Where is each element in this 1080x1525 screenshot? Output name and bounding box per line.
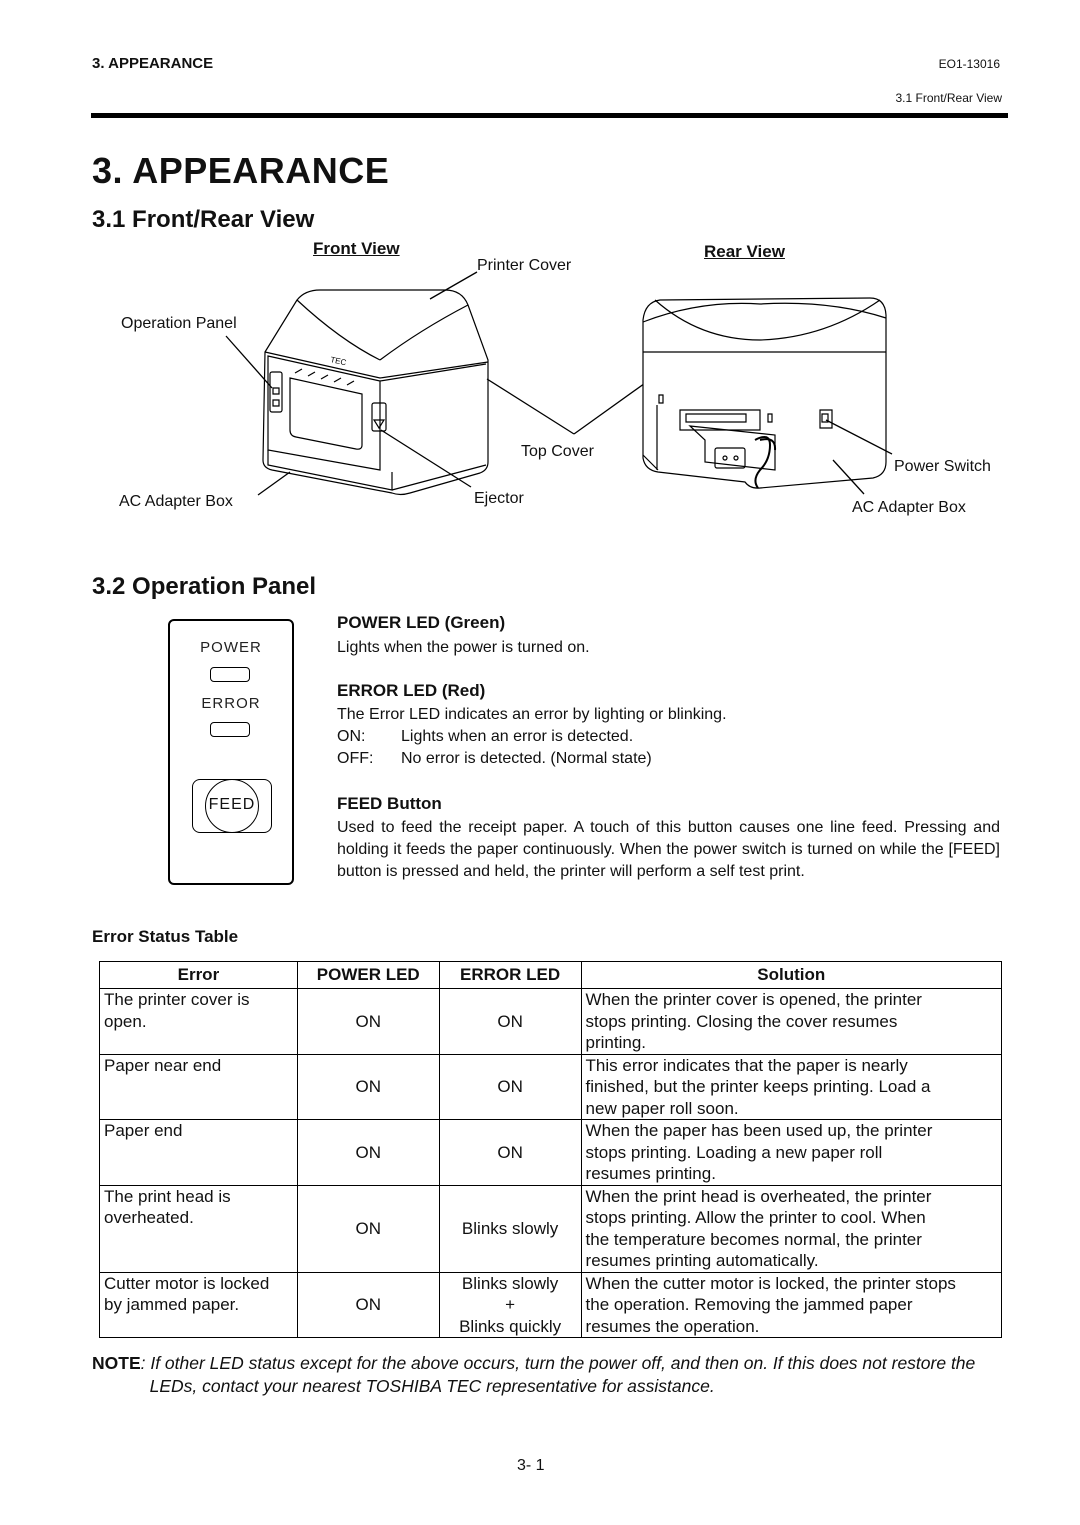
cell-solution-line: When the print head is overheated, the printer [585,1186,932,1206]
cell-error-led [439,1054,581,1120]
cell-solution-line: the temperature becomes normal, the printer [585,1229,922,1249]
cell-solution-line: This error indicates that the paper is nearly [585,1055,908,1075]
cell-error-led [439,1120,581,1186]
cell-solution-line: finished, but the printer keeps printing. Load a [585,1077,931,1096]
cell-solution-line: resumes printing. [585,1164,716,1183]
callout-operation-panel: Operation Panel [121,315,237,332]
cell-error-led-line: Blinks slowly [461,1218,559,1238]
running-header-subsection: 3.1 Front/Rear View [895,91,1002,105]
cell-error-led [439,1272,581,1338]
cell-solution [581,1054,1001,1120]
printer-front-view-illustration [0,0,1080,560]
cell-solution-line: When the paper has been used up, the printer [585,1121,933,1140]
cell-solution-line: stops printing. Loading a new paper roll [585,1142,883,1162]
cell-power-led [297,989,439,1055]
cell-error-line: The printer cover is [104,990,250,1009]
cell-power-led-line: ON [355,1011,381,1031]
power-led-text: Lights when the power is turned on. [337,639,590,656]
error-status-table [99,961,1002,1338]
cell-power-led [297,1185,439,1272]
front-view-label: Front View [313,239,400,258]
cell-power-led-line: ON [355,1218,381,1238]
cell-solution-line: new paper roll soon. [585,1098,739,1118]
column-header-solution: Solution [581,962,1001,989]
cell-error-led-line: Blinks quickly [459,1316,562,1336]
table-row [100,1054,1002,1120]
note-text: : If other LED status except for the above occurs, turn the power off, and then on. If this does not restore the LEDs, contact your nearest TOSHIBA TEC representative for assistance. [140,1353,976,1396]
cell-error [100,1054,298,1120]
panel-error-label: ERROR [201,695,261,712]
cell-solution-line: When the cutter motor is locked, the printer stops [585,1273,956,1293]
cell-error-led-line: Blinks slowly [461,1273,559,1293]
table-row [100,989,1002,1055]
cell-error [100,1272,298,1338]
cell-solution [581,1272,1001,1338]
cell-error-line: Paper end [104,1121,183,1140]
cell-solution-line: resumes printing automatically. [585,1251,819,1270]
cell-error-led [439,989,581,1055]
operation-panel-illustration [168,619,294,885]
cell-error-line: Paper near end [104,1055,222,1075]
cell-error-led [439,1185,581,1272]
table-row [100,1185,1002,1272]
running-header-section: 3. APPEARANCE [92,55,214,72]
svg-text:TEC: TEC [329,355,348,368]
panel-power-label: POWER [200,639,262,656]
cell-solution-line: stops printing. Allow the printer to cool. When [585,1208,926,1227]
error-led-text: The Error LED indicates an error by lighting or blinking. [337,706,727,723]
cell-error [100,1120,298,1186]
cell-error-line: overheated. [104,1208,194,1227]
error-on-key: ON: [337,728,366,745]
callout-printer-cover: Printer Cover [477,257,572,274]
power-led-indicator [210,667,250,682]
cell-solution [581,1120,1001,1186]
cell-power-led-line: ON [355,1295,381,1314]
error-status-table-title: Error Status Table [92,927,239,946]
error-led-title: ERROR LED (Red) [337,681,486,700]
section-31-heading: 3.1 Front/Rear View [92,206,315,233]
cell-power-led-line: ON [355,1077,381,1096]
feed-button[interactable] [192,779,272,833]
cell-error [100,1185,298,1272]
error-led-indicator [210,722,250,737]
table-body [100,989,1002,1338]
cell-error-line: The print head is [104,1186,231,1206]
cell-power-led [297,1120,439,1186]
cell-error-line: by jammed paper. [104,1295,240,1314]
callout-ac-adapter-box-front: AC Adapter Box [119,493,233,510]
callout-ejector: Ejector [474,490,524,507]
error-off-text: No error is detected. (Normal state) [401,750,652,767]
cell-solution [581,989,1001,1055]
cell-power-led-line: ON [355,1142,381,1162]
chapter-title: 3. APPEARANCE [92,150,390,191]
cell-error-led-line: ON [497,1011,523,1031]
rear-view-label: Rear View [704,242,785,261]
cell-error-led-line: ON [497,1142,523,1162]
cell-error-line: open. [104,1011,147,1031]
table-row [100,1272,1002,1338]
cell-solution-line: resumes the operation. [585,1316,760,1336]
callout-power-switch: Power Switch [894,458,991,475]
cell-error-line: Cutter motor is locked [104,1273,270,1293]
cell-error-led-line: ON [497,1077,523,1096]
page-number: 3- 1 [517,1457,545,1474]
cell-power-led [297,1054,439,1120]
cell-error [100,989,298,1055]
error-on-text: Lights when an error is detected. [401,728,634,745]
cell-solution-line: When the printer cover is opened, the printer [585,990,922,1009]
section-32-heading: 3.2 Operation Panel [92,573,317,600]
table-header-row [100,962,1002,989]
note [92,1352,1007,1398]
cell-error-led-line: + [505,1295,516,1314]
feed-button-title: FEED Button [337,794,442,813]
error-off-key: OFF: [337,750,374,767]
callout-ac-adapter-box-rear: AC Adapter Box [852,499,966,516]
document-id: EO1-13016 [938,57,1000,71]
cell-power-led [297,1272,439,1338]
note-label: NOTE [92,1353,141,1373]
callout-top-cover: Top Cover [521,443,594,460]
cell-solution [581,1185,1001,1272]
cell-solution-line: stops printing. Closing the cover resumes [585,1011,898,1031]
column-header-power-led: POWER LED [297,962,439,989]
power-led-title: POWER LED (Green) [337,613,506,632]
cell-solution-line: the operation. Removing the jammed paper [585,1295,913,1314]
panel-feed-label: FEED [208,796,256,813]
cell-solution-line: printing. [585,1033,647,1052]
column-header-error-led: ERROR LED [439,962,581,989]
column-header-error: Error [100,962,298,989]
feed-button-text: Used to feed the receipt paper. A touch of this button causes one line feed. Pressing and holding it feeds the paper continuously. When the power switch is turned on while the [FEED] button is pressed and held, the printer will perform a self test print. [337,819,1000,880]
table-row [100,1120,1002,1186]
